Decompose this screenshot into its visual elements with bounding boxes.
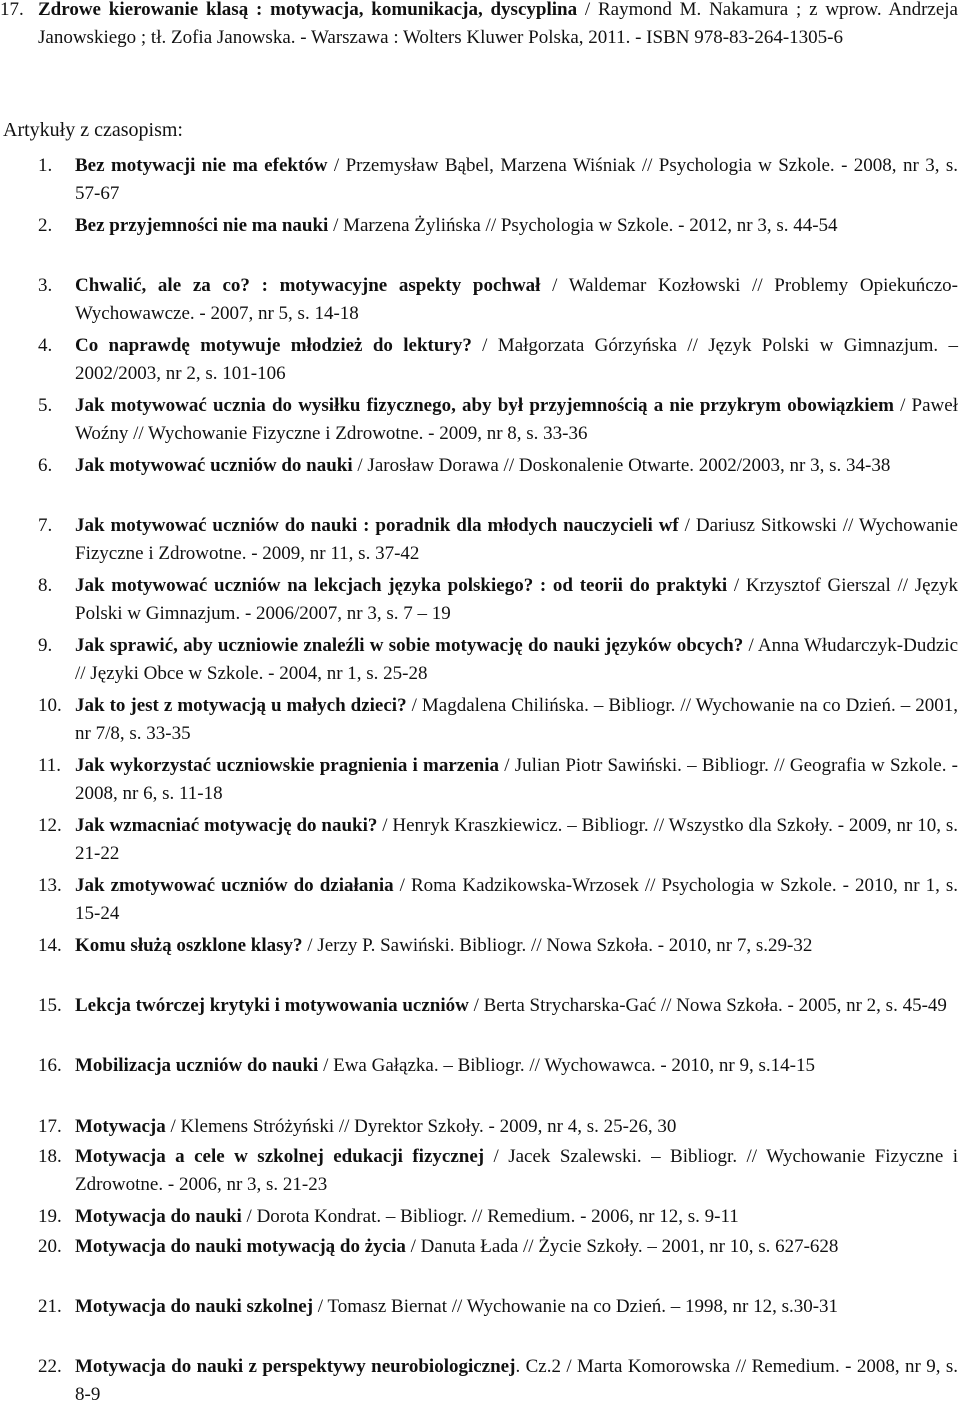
article-text	[75, 992, 958, 1020]
article-details: / Henryk Kraszkiewicz. – Bibliogr. // Wszystko dla Szkoły. - 2009, nr 10, s. 21-22	[75, 815, 958, 864]
article-number: 12.	[38, 815, 62, 836]
article-title: Jak to jest z motywacją u małych dzieci?	[75, 695, 407, 716]
article-title: Jak motywować uczniów do nauki	[75, 455, 353, 476]
article-text	[75, 872, 958, 928]
article-details: / Małgorzata Górzyńska // Język Polski w Gimnazjum. – 2002/2003, nr 2, s. 101-106	[75, 335, 959, 384]
article-text	[75, 452, 958, 480]
article-details: / Anna Włudarczyk-Dudzic // Języki Obce w Szkole. - 2004, nr 1, s. 25-28	[75, 635, 958, 684]
article-title: Jak wzmacniać motywację do nauki?	[75, 815, 378, 836]
article-title: Jak motywować ucznia do wysiłku fizycznego, aby był przyjemnością a nie przykrym obowiązkiem	[75, 395, 894, 416]
article-title: Mobilizacja uczniów do nauki	[75, 1055, 319, 1076]
article-title: Jak wykorzystać uczniowskie pragnienia i marzenia	[75, 755, 500, 776]
article-details: / Danuta Łada // Życie Szkoły. – 2001, nr 10, s. 627-628	[405, 1236, 839, 1257]
article-title: Bez przyjemności nie ma nauki	[75, 215, 329, 236]
article-title: Chwalić, ale za co? : motywacyjne aspekty pochwał	[75, 275, 541, 296]
article-text	[75, 272, 958, 328]
article-number: 5.	[38, 395, 53, 416]
article-number: 13.	[38, 875, 62, 896]
article-number: 16.	[38, 1055, 62, 1076]
article-text	[75, 1233, 958, 1261]
article-details: / Klemens Stróżyński // Dyrektor Szkoły. - 2009, nr 4, s. 25-26, 30	[165, 1116, 677, 1137]
entry-title: Zdrowe kierowanie klasą : motywacja, komunikacja, dyscyplina	[38, 0, 578, 20]
article-text	[75, 152, 958, 208]
article-text	[75, 1203, 958, 1231]
article-text	[75, 1143, 958, 1199]
article-number: 7.	[38, 515, 53, 536]
article-details: / Dorota Kondrat. – Bibliogr. // Remedium. - 2006, nr 12, s. 9-11	[241, 1206, 739, 1227]
article-details: / Marzena Żylińska // Psychologia w Szkole. - 2012, nr 3, s. 44-54	[328, 215, 838, 236]
article-number: 8.	[38, 575, 53, 596]
article-text	[75, 752, 958, 808]
article-title: Jak motywować uczniów na lekcjach języka polskiego? : od teorii do praktyki	[75, 575, 728, 596]
article-title: Motywacja	[75, 1116, 166, 1137]
article-number: 6.	[38, 455, 53, 476]
article-number: 15.	[38, 995, 62, 1016]
article-title: Jak sprawić, aby uczniowie znaleźli w sobie motywację do nauki języków obcych?	[75, 635, 744, 656]
article-title: Motywacja do nauki motywacją do życia	[75, 1236, 406, 1257]
article-number: 11.	[38, 755, 62, 776]
article-number: 14.	[38, 935, 62, 956]
article-details: / Waldemar Kozłowski // Problemy Opiekuńczo-Wychowawcze. - 2007, nr 5, s. 14-18	[75, 275, 958, 324]
article-text	[75, 572, 958, 628]
article-number: 18.	[38, 1146, 62, 1167]
article-text	[75, 812, 958, 868]
article-details: / Magdalena Chilińska. – Bibliogr. // Wychowanie na co Dzień. – 2001, nr 7/8, s. 33-35	[75, 695, 958, 744]
article-title: Motywacja do nauki szkolnej	[75, 1296, 314, 1317]
article-number: 19.	[38, 1206, 62, 1227]
article-title: Jak motywować uczniów do nauki : poradnik dla młodych nauczycieli wf	[75, 515, 679, 536]
article-text	[75, 1293, 958, 1321]
article-title: Motywacja do nauki	[75, 1206, 242, 1227]
article-text	[75, 392, 958, 448]
article-text	[75, 1113, 958, 1141]
article-details: / Jacek Szalewski. – Bibliogr. // Wychowanie Fizyczne i Zdrowotne. - 2006, nr 3, s. 21-23	[75, 1146, 958, 1195]
article-details: / Dariusz Sitkowski // Wychowanie Fizyczne i Zdrowotne. - 2009, nr 11, s. 37-42	[75, 515, 958, 564]
article-number: 9.	[38, 635, 53, 656]
article-number: 21.	[38, 1296, 62, 1317]
entry-text	[38, 0, 958, 52]
article-title: Co naprawdę motywuje młodzież do lektury?	[75, 335, 472, 356]
article-details: / Jarosław Dorawa // Doskonalenie Otwarte. 2002/2003, nr 3, s. 34-38	[352, 455, 891, 476]
article-title: Bez motywacji nie ma efektów	[75, 155, 328, 176]
article-number: 17.	[38, 1116, 62, 1137]
article-details: / Paweł Woźny // Wychowanie Fizyczne i Zdrowotne. - 2009, nr 8, s. 33-36	[75, 395, 958, 444]
article-title: Motywacja a cele w szkolnej edukacji fizycznej	[75, 1146, 485, 1167]
article-text	[75, 1353, 958, 1409]
article-details: / Krzysztof Gierszal // Język Polski w Gimnazjum. - 2006/2007, nr 3, s. 7 – 19	[75, 575, 958, 624]
article-text	[75, 692, 958, 748]
article-text	[75, 1052, 958, 1080]
article-details: . Cz.2 / Marta Komorowska // Remedium. - 2008, nr 9, s. 8-9	[75, 1356, 959, 1405]
article-details: / Jerzy P. Sawiński. Bibliogr. // Nowa Szkoła. - 2010, nr 7, s.29-32	[302, 935, 813, 956]
section-heading: Artykuły z czasopism:	[3, 119, 183, 141]
article-text	[75, 212, 958, 240]
article-text	[75, 512, 958, 568]
article-number: 3.	[38, 275, 53, 296]
article-details: / Przemysław Bąbel, Marzena Wiśniak // Psychologia w Szkole. - 2008, nr 3, s. 57-67	[75, 155, 958, 204]
article-number: 20.	[38, 1236, 62, 1257]
article-number: 22.	[38, 1356, 62, 1377]
article-title: Motywacja do nauki z perspektywy neurobiologicznej	[75, 1356, 516, 1377]
entry-number: 17.	[0, 0, 24, 20]
article-title: Komu służą oszklone klasy?	[75, 935, 303, 956]
article-text	[75, 632, 958, 688]
article-title: Jak zmotywować uczniów do działania	[75, 875, 394, 896]
article-text	[75, 932, 958, 960]
article-title: Lekcja twórczej krytyki i motywowania uczniów	[75, 995, 469, 1016]
article-text	[75, 332, 958, 388]
article-details: / Julian Piotr Sawiński. – Bibliogr. // Geografia w Szkole. - 2008, nr 6, s. 11-18	[75, 755, 958, 804]
article-details: / Roma Kadzikowska-Wrzosek // Psychologia w Szkole. - 2010, nr 1, s. 15-24	[75, 875, 959, 924]
entry-details: / Raymond M. Nakamura ; z wprow. Andrzeja Janowskiego ; tł. Zofia Janowska. - Warszawa : Wolters Kluwer Polska, 2011. - ISBN 978-83-264-1305-6	[38, 0, 958, 48]
article-details: / Berta Strycharska-Gać // Nowa Szkoła. - 2005, nr 2, s. 45-49	[468, 995, 947, 1016]
article-number: 2.	[38, 215, 53, 236]
article-number: 1.	[38, 155, 53, 176]
article-number: 4.	[38, 335, 53, 356]
article-number: 10.	[38, 695, 62, 716]
article-details: / Tomasz Biernat // Wychowanie na co Dzień. – 1998, nr 12, s.30-31	[313, 1296, 839, 1317]
article-details: / Ewa Gałązka. – Bibliogr. // Wychowawca. - 2010, nr 9, s.14-15	[318, 1055, 815, 1076]
